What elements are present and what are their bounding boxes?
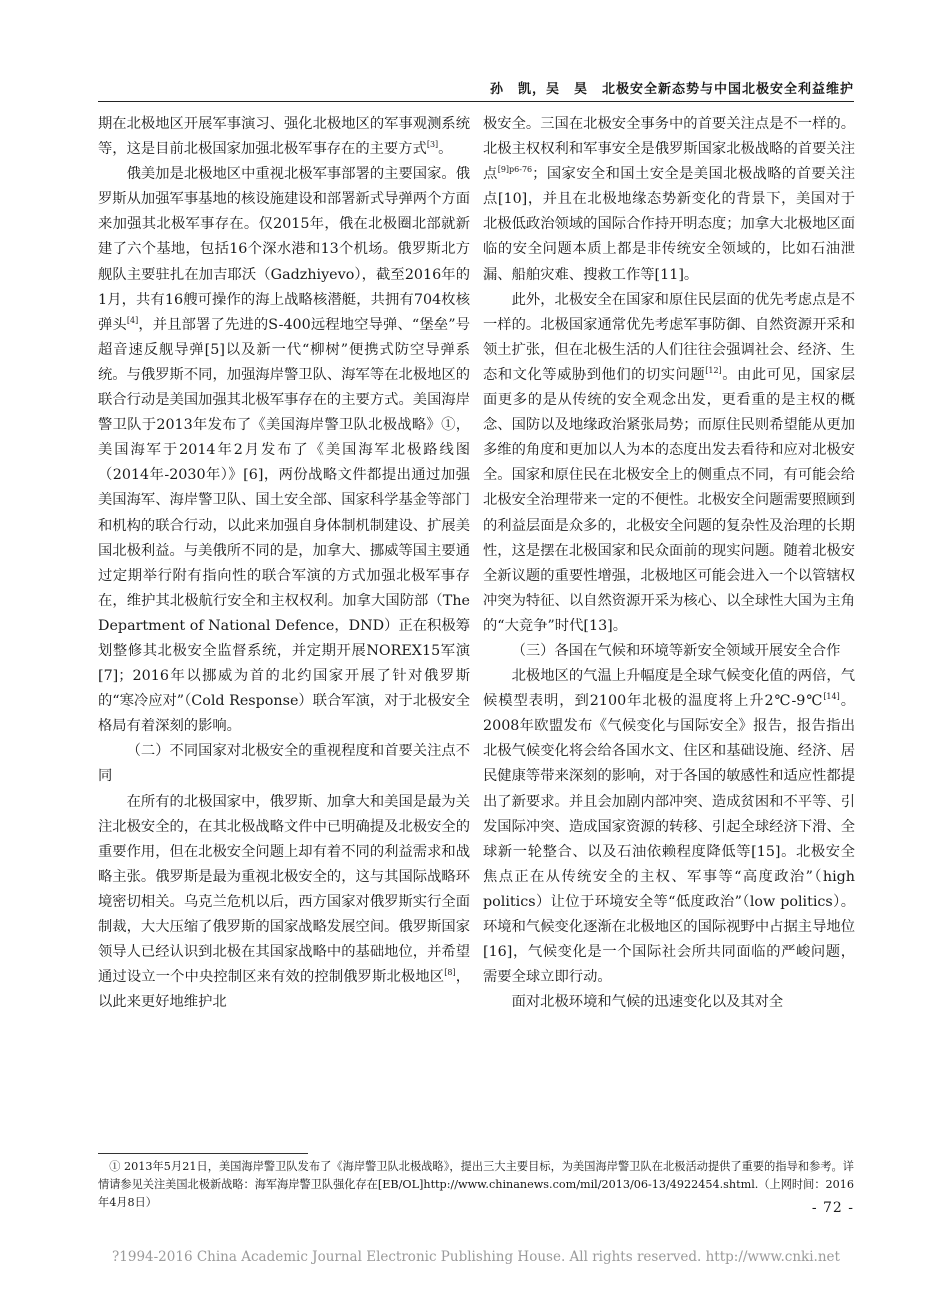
right-column	[483, 112, 855, 1015]
paragraph-text-cont: 。2008年欧盟发布《气候变化与国际安全》报告，报告指出北极气候变化将会给各国水文、住区和基础设施、经济、居民健康等带来深刻的影响，对于各国的敏感性和适应性都提出了新要求。并且会加剧内部冲突、造成贫困和不平等、引发国际冲突、造成国家资源的转移、引起全球经济下滑、全球新一轮整合、以及石油依赖程度降低等[15]。北极安全焦点正在从传统安全的主权、军事等“高度政治”（high politics）让位于环境安全等“低度政治”（low politics）。环境和气候变化逐渐在北极地区的国际视野中占据主导地位[16]，气候变化是一个国际社会所共同面临的严峻问题，需要全球立即行动。	[483, 693, 855, 986]
footnote-rule	[98, 1153, 308, 1154]
footnote	[98, 1158, 854, 1212]
citation-ref: [8]	[444, 968, 456, 978]
paragraph-text: 面对北极环境和气候的迅速变化以及其对全	[511, 994, 784, 1011]
paragraph	[98, 112, 470, 162]
paragraph	[483, 664, 855, 990]
paragraph-text: 期在北极地区开展军事演习、强化北极地区的军事观测系统等，这是目前北极国家加强北极军事存在的主要方式	[98, 116, 470, 158]
paragraph-text: 在所有的北极国家中，俄罗斯、加拿大和美国是最为关注北极安全的，在其北极战略文件中已明确提及北极安全的重要作用，但在北极安全问题上却有着不同的利益需求和战略主张。俄罗斯是最为重视北极安全的，这与其国际战略环境密切相关。乌克兰危机以后，西方国家对俄罗斯实行全面制裁，大大压缩了俄罗斯的国家战略发展空间。俄罗斯国家领导人已经认识到北极在其国家战略中的基础地位，并希望通过设立一个中央控制区来有效的控制俄罗斯北极地区	[98, 793, 470, 986]
paragraph-text-cont: 。	[438, 141, 453, 158]
paragraph-text: 此外，北极安全在国家和原住民层面的优先考虑点是不一样的。北极国家通常优先考虑军事防御、自然资源开采和领土扩张，但在北极生活的人们往往会强调社会、经济、生态和文化等威胁到他们的切实问题	[483, 291, 855, 383]
paragraph-text: （二）不同国家对北极安全的重视程度和首要关注点不同	[98, 743, 470, 785]
citation-ref: [9]p6-76	[497, 165, 533, 175]
citation-ref: [12]	[705, 365, 722, 375]
paragraph-text-cont: ，并且部署了先进的S-400远程地空导弹、“堡垒”号超音速反舰导弹[5]以及新一代“柳树”便携式防空导弹系统。与俄罗斯不同，加强海岸警卫队、海军等在北极地区的联合行动是美国加强其北极军事存在的主要方式。美国海岸警卫队于2013年发布了《美国海岸警卫队北极战略》①，美国海军于2014年2月发布了《美国海军北极路线图（2014年-2030年）》[6]，两份战略文件都提出通过加强美国海军、海岸警卫队、国土安全部、国家科学基金等部门和机构的联合行动，以此来加强自身体制机制建设、扩展美国北极利益。与美俄所不同的是，加拿大、挪威等国主要通过定期举行附有指向性的联合军演的方式加强北极军事存在，维护其北极航行安全和主权权利。加拿大国防部（The Department of National Defence，DND）正在积极筹划整修其北极安全监督系统，并定期开展NOREX15军演[7]；2016年以挪威为首的北约国家开展了针对俄罗斯的“寒冷应对”（Cold Response）联合军演，对于北极安全格局有着深刻的影响。	[98, 316, 470, 735]
paragraph-text-cont: ；国家安全和国土安全是美国北极战略的首要关注点[10]，并且在北极地缘态势新变化的背景下，美国对于北极低政治领域的国际合作持开明态度；加拿大北极地区面临的安全问题本质上都是非传统安全领域的，比如石油泄漏、船舶灾难、搜救工作等[11]。	[483, 166, 856, 283]
running-header: 孙 凯，吴 昊 北极安全新态势与中国北极安全利益维护	[489, 82, 854, 97]
left-column	[98, 112, 470, 1015]
paragraph-text: 北极地区的气温上升幅度是全球气候变化值的两倍，气候模型表明，到2100年北极的温度将上升2℃-9℃	[483, 668, 855, 710]
paragraph	[98, 162, 470, 739]
paragraph-text: 极安全。三国在北极安全事务中的首要关注点是不一样的。北极主权权利和军事安全是俄罗斯国家北极战略的首要关注点	[483, 116, 855, 183]
paragraph-text-cont: ，以此来更好地维护北	[98, 969, 471, 1011]
footnote-text: ① 2013年5月21日，美国海岸警卫队发布了《海岸警卫队北极战略》，提出三大主要目标，为美国海岸警卫队在北极活动提供了重要的指导和参考。详情请参见关注美国北极新战略：海军海岸警卫队强化存在[EB/OL]http://www.chinanews.com/mil/2013/06-13/4922454.shtml.（上网时间：2016年4月8日）	[98, 1160, 854, 1209]
paragraph-text: （三）各国在气候和环境等新安全领域开展安全合作	[511, 642, 841, 659]
paragraph-text: 俄美加是北极地区中重视北极军事部署的主要国家。俄罗斯从加强军事基地的核设施建设和部署新式导弹两个方面来加强其北极军事存在。仅2015年，俄在北极圈北部就新建了六个基地，包括16个深水港和13个机场。俄罗斯北方舰队主要驻扎在加吉耶沃（Gadzhiyevo），截至2016年的1月，共有16艘可操作的海上战略核潜艇，共拥有704枚核弹头	[98, 166, 470, 333]
watermark: ?1994-2016 China Academic Journal Electronic Publishing House. All rights reserved. http://www.cnki.net	[112, 1249, 840, 1265]
citation-ref: [14]	[823, 692, 840, 702]
paragraph	[483, 288, 855, 639]
section-heading	[483, 639, 855, 664]
citation-ref: [3]	[426, 140, 439, 150]
paragraph	[483, 990, 855, 1015]
header-rule	[98, 101, 854, 102]
section-heading	[98, 739, 470, 789]
page-number: - 72 -	[811, 1200, 854, 1216]
citation-ref: [4]	[126, 315, 139, 325]
paragraph	[483, 112, 855, 288]
paragraph-text-cont: 。由此可见，国家层面更多的是从传统的安全观念出发，更看重的是主权的概念、国防以及地缘政治紧张局势；而原住民则希望能从更加多维的角度和更加以人为本的态度出发去看待和应对北极安全。国家和原住民在北极安全上的侧重点不同，有可能会给北极安全治理带来一定的不便性。北极安全问题需要照顾到的利益层面是众多的，北极安全问题的复杂性及治理的长期性，这是摆在北极国家和民众面前的现实问题。随着北极安全新议题的重要性增强，北极地区可能会进入一个以管辖权冲突为特征、以自然资源开采为核心、以全球性大国为主角的“大竞争”时代[13]。	[483, 366, 856, 634]
paragraph	[98, 790, 470, 1016]
